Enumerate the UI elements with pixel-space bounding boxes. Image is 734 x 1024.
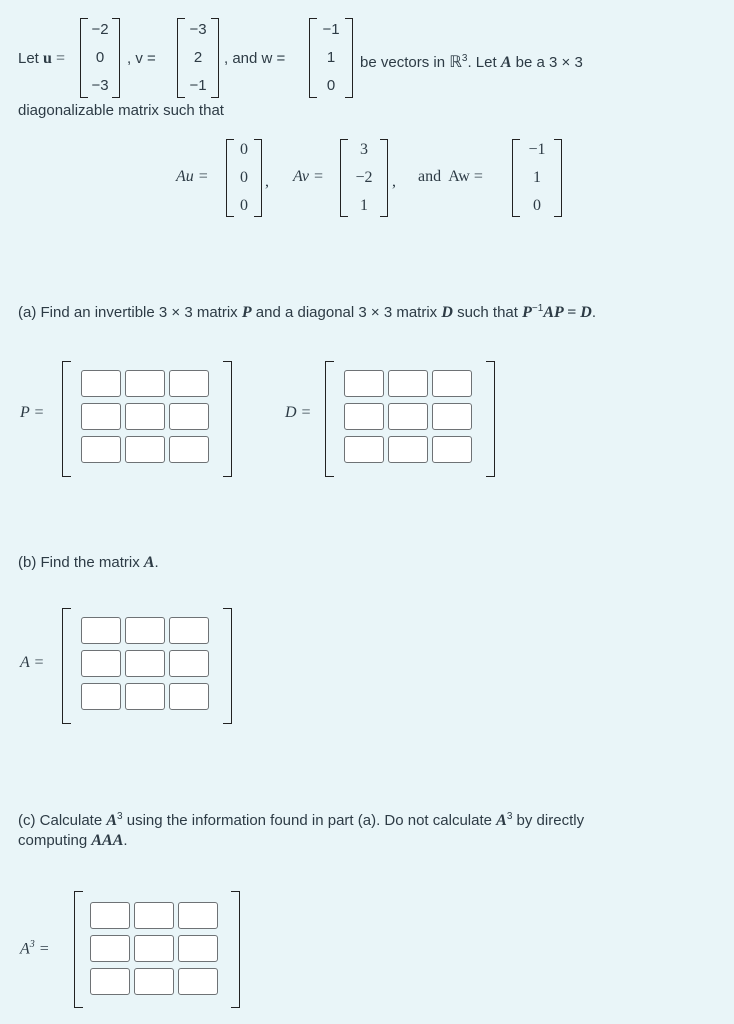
Au-label: Au = — [176, 168, 209, 185]
matrix-cell-input[interactable] — [81, 683, 121, 710]
vector-u-entry: −2 — [91, 21, 109, 38]
matrix-cell-input[interactable] — [169, 683, 209, 710]
vector-u — [80, 18, 120, 98]
matrix-cell-input[interactable] — [169, 436, 209, 463]
intro-w-label: , and w = — [224, 50, 286, 67]
vector-w-entry: 1 — [326, 49, 336, 66]
matrix-cell-input[interactable] — [81, 617, 121, 644]
matrix-cell-input[interactable] — [134, 902, 174, 929]
P-left-bracket — [62, 361, 71, 477]
A3-label: $A^3$ = — [20, 939, 50, 958]
matrix-cell-input[interactable] — [169, 617, 209, 644]
A-label: A = — [20, 654, 45, 671]
matrix-cell-input[interactable] — [90, 902, 130, 929]
A-right-bracket — [223, 608, 232, 724]
matrix-cell-input[interactable] — [125, 617, 165, 644]
vector-w — [309, 18, 353, 98]
D-right-bracket — [486, 361, 495, 477]
matrix-cell-input[interactable] — [344, 370, 384, 397]
intro-v-label: , v = — [127, 50, 156, 67]
vector-Aw — [512, 139, 562, 217]
part-c-question-line1: (c) Calculate $A^3$ using the information found in part (a). Do not calculate $A^3$ by directly — [18, 811, 585, 829]
A3-right-bracket — [231, 891, 240, 1008]
matrix-cell-input[interactable] — [125, 683, 165, 710]
D-left-bracket — [325, 361, 334, 477]
comma: , — [392, 173, 396, 190]
vector-Av-entry: 1 — [360, 197, 368, 214]
D-label: D = — [285, 404, 312, 421]
matrix-cell-input[interactable] — [432, 403, 472, 430]
A-left-bracket — [62, 608, 71, 724]
vector-v-entry: 2 — [193, 49, 203, 66]
intro-line2: diagonalizable matrix such that — [18, 102, 224, 119]
matrix-cell-input[interactable] — [432, 370, 472, 397]
vector-w-entry: −1 — [322, 21, 340, 38]
vector-v — [177, 18, 219, 98]
P-label: P = — [20, 404, 45, 421]
vector-Aw-entry: −1 — [528, 141, 546, 158]
matrix-cell-input[interactable] — [178, 902, 218, 929]
matrix-cell-input[interactable] — [134, 968, 174, 995]
P-right-bracket — [223, 361, 232, 477]
matrix-cell-input[interactable] — [388, 370, 428, 397]
vector-w-entry: 0 — [326, 77, 336, 94]
matrix-cell-input[interactable] — [81, 650, 121, 677]
vector-Av-entry: 3 — [360, 141, 368, 158]
intro-rest: be vectors in ℝ$^3$. Let A be a 3 × 3 — [360, 53, 583, 71]
vector-Av-entry: −2 — [355, 169, 373, 186]
vector-Au-entry: 0 — [240, 169, 248, 186]
matrix-cell-input[interactable] — [169, 370, 209, 397]
vector-Au — [226, 139, 262, 217]
matrix-cell-input[interactable] — [432, 436, 472, 463]
matrix-cell-input[interactable] — [388, 436, 428, 463]
matrix-cell-input[interactable] — [178, 935, 218, 962]
matrix-cell-input[interactable] — [81, 436, 121, 463]
matrix-cell-input[interactable] — [125, 436, 165, 463]
vector-Au-entry: 0 — [240, 197, 248, 214]
matrix-cell-input[interactable] — [178, 968, 218, 995]
matrix-cell-input[interactable] — [125, 370, 165, 397]
comma: , — [265, 173, 269, 190]
A3-left-bracket — [74, 891, 83, 1008]
matrix-cell-input[interactable] — [125, 650, 165, 677]
vector-u-entry: −3 — [91, 77, 109, 94]
matrix-cell-input[interactable] — [134, 935, 174, 962]
matrix-cell-input[interactable] — [388, 403, 428, 430]
vector-u-entry: 0 — [95, 49, 105, 66]
matrix-cell-input[interactable] — [344, 436, 384, 463]
part-b-question: (b) Find the matrix A. — [18, 554, 159, 571]
Aw-label: and Aw = — [418, 168, 483, 185]
matrix-cell-input[interactable] — [81, 403, 121, 430]
matrix-cell-input[interactable] — [125, 403, 165, 430]
vector-Au-entry: 0 — [240, 141, 248, 158]
matrix-cell-input[interactable] — [90, 968, 130, 995]
vector-v-entry: −3 — [189, 21, 207, 38]
vector-v-entry: −1 — [189, 77, 207, 94]
matrix-cell-input[interactable] — [81, 370, 121, 397]
part-a-question: (a) Find an invertible 3 × 3 matrix P and a diagonal 3 × 3 matrix D such that $P^{-1}AP = D$. — [18, 303, 597, 321]
matrix-cell-input[interactable] — [344, 403, 384, 430]
vector-Av — [340, 139, 388, 217]
Av-label: Av = — [293, 168, 324, 185]
intro-let-u: Let u = — [18, 50, 65, 67]
vector-Aw-entry: 1 — [533, 169, 541, 186]
vector-Aw-entry: 0 — [533, 197, 541, 214]
matrix-cell-input[interactable] — [169, 650, 209, 677]
matrix-cell-input[interactable] — [169, 403, 209, 430]
matrix-cell-input[interactable] — [90, 935, 130, 962]
part-c-question-line2: computing AAA. — [18, 832, 128, 849]
